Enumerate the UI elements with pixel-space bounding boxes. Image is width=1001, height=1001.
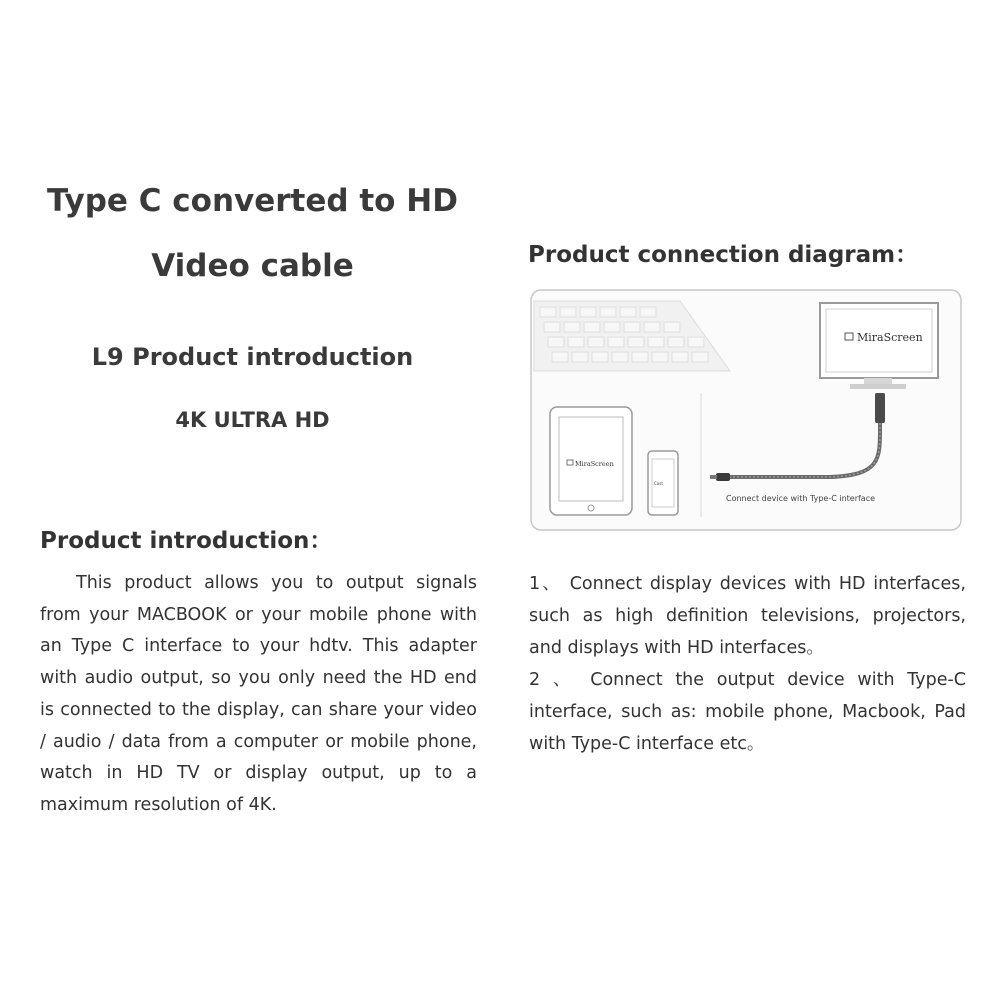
diagram-caption: Connect device with Type-C interface: [726, 494, 876, 503]
intro-paragraph: This product allows you to output signals from your MACBOOK or your mobile phone with an Type C interface to your hdtv. This adapter with audio output, so you only need the HD end is connected to the display, can share your video / audio / data from a computer or mobile phone, watch in HD TV or display output, up to a maximum resolution of 4K.: [40, 573, 477, 815]
resolution-badge: 4K ULTRA HD: [175, 408, 330, 432]
tablet-icon: [550, 407, 632, 515]
product-subtitle: L9 Product introduction: [91, 343, 414, 371]
phone-icon: [648, 451, 678, 515]
connection-diagram: [530, 289, 962, 531]
phone-brand: Cast: [654, 481, 663, 486]
intro-heading: Product introduction：: [40, 528, 333, 554]
main-title-line1: Type C converted to HD: [47, 183, 458, 219]
step-1: 1、 Connect display devices with HD interfaces, such as high definition televisions, projectors, and displays with HD interfaces。: [529, 574, 966, 658]
monitor-brand: MiraScreen: [857, 331, 923, 344]
main-title-line2: Video cable: [151, 248, 354, 284]
steps-list: [529, 568, 966, 760]
diagram-heading: Product connection diagram：: [528, 242, 919, 268]
step-2: 2 、 Connect the output device with Type-C interface, such as: mobile phone, Macbook, Pad with Type-C interface etc。: [529, 670, 966, 754]
tablet-brand: MiraScreen: [575, 460, 614, 468]
monitor-icon: [820, 303, 938, 389]
